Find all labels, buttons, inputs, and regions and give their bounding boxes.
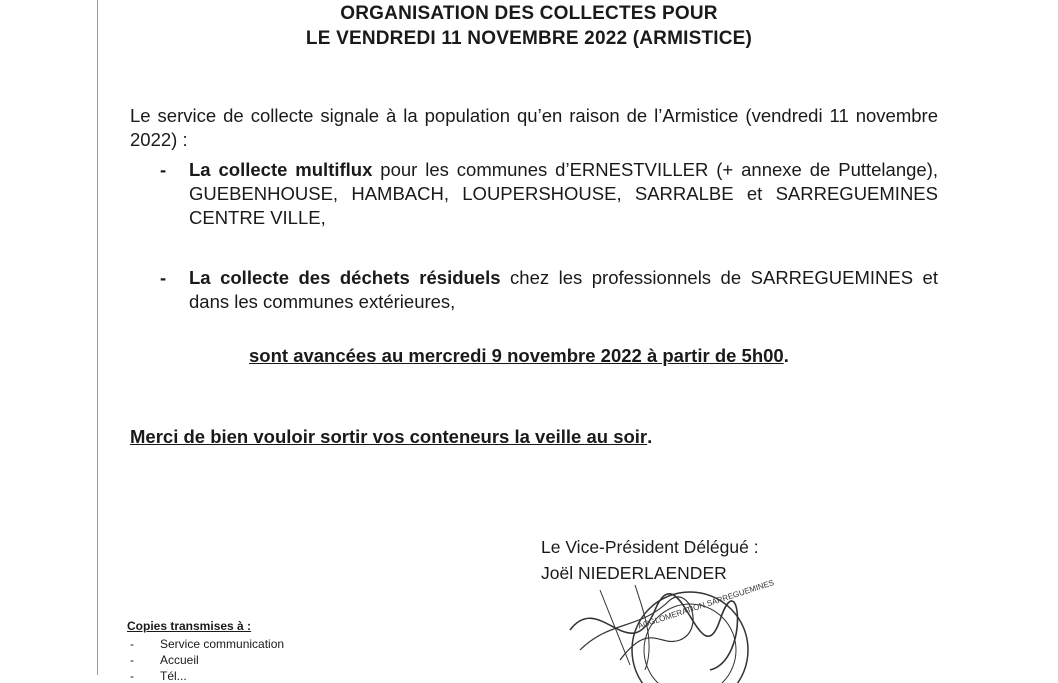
copy-label: Accueil xyxy=(160,653,199,667)
stamp-text: AGGLOMERATION SARREGUEMINES xyxy=(636,578,776,631)
advanced-period: . xyxy=(783,345,789,366)
copy-dash: - xyxy=(130,653,134,667)
thanks-period: . xyxy=(647,426,653,447)
bullet-bold-lead: La collecte des déchets résiduels xyxy=(189,267,501,288)
thanks-notice xyxy=(130,426,652,448)
intro-paragraph: Le service de collecte signale à la population qu’en raison de l’Armistice (vendredi 11 novembre 2022) : xyxy=(130,105,938,150)
thanks-text: Merci de bien vouloir sortir vos conteneurs la veille au soir xyxy=(130,426,648,447)
copies-heading: Copies transmises à : xyxy=(127,619,252,633)
advanced-text: sont avancées au mercredi 9 novembre 2022 à partir de 5h00 xyxy=(249,345,784,366)
copy-dash: - xyxy=(130,669,134,683)
document-title-line-2: LE VENDREDI 11 NOVEMBRE 2022 (ARMISTICE) xyxy=(305,28,753,49)
bullet-rest: chez les professionnels de SARREGUEMINES et dans les communes extérieures, xyxy=(189,267,938,312)
signatory-role: Le Vice-Président Délégué : xyxy=(541,537,759,557)
scan-edge-line xyxy=(97,0,98,675)
bullet-dash: - xyxy=(160,267,167,288)
advanced-date-notice xyxy=(249,345,789,367)
bullet-bold-lead: La collecte multiflux xyxy=(189,159,373,180)
bullet-text xyxy=(189,266,938,314)
document-title-line-1: ORGANISATION DES COLLECTES POUR xyxy=(340,3,718,24)
bullet-text xyxy=(189,158,938,230)
copy-label: Tél... xyxy=(160,669,187,683)
bullet-rest: pour les communes d’ERNESTVILLER (+ annexe de Puttelange), GUEBENHOUSE, HAMBACH, LOUPERSHOUSE, SARRALBE et SARREGUEMINES CENTRE VILLE, xyxy=(189,159,938,228)
copy-dash: - xyxy=(130,637,134,651)
bullet-dash: - xyxy=(160,159,167,180)
official-stamp-seal xyxy=(560,570,776,680)
signatory-name: Joël NIEDERLAENDER xyxy=(541,563,727,583)
copy-label: Service communication xyxy=(160,637,285,651)
